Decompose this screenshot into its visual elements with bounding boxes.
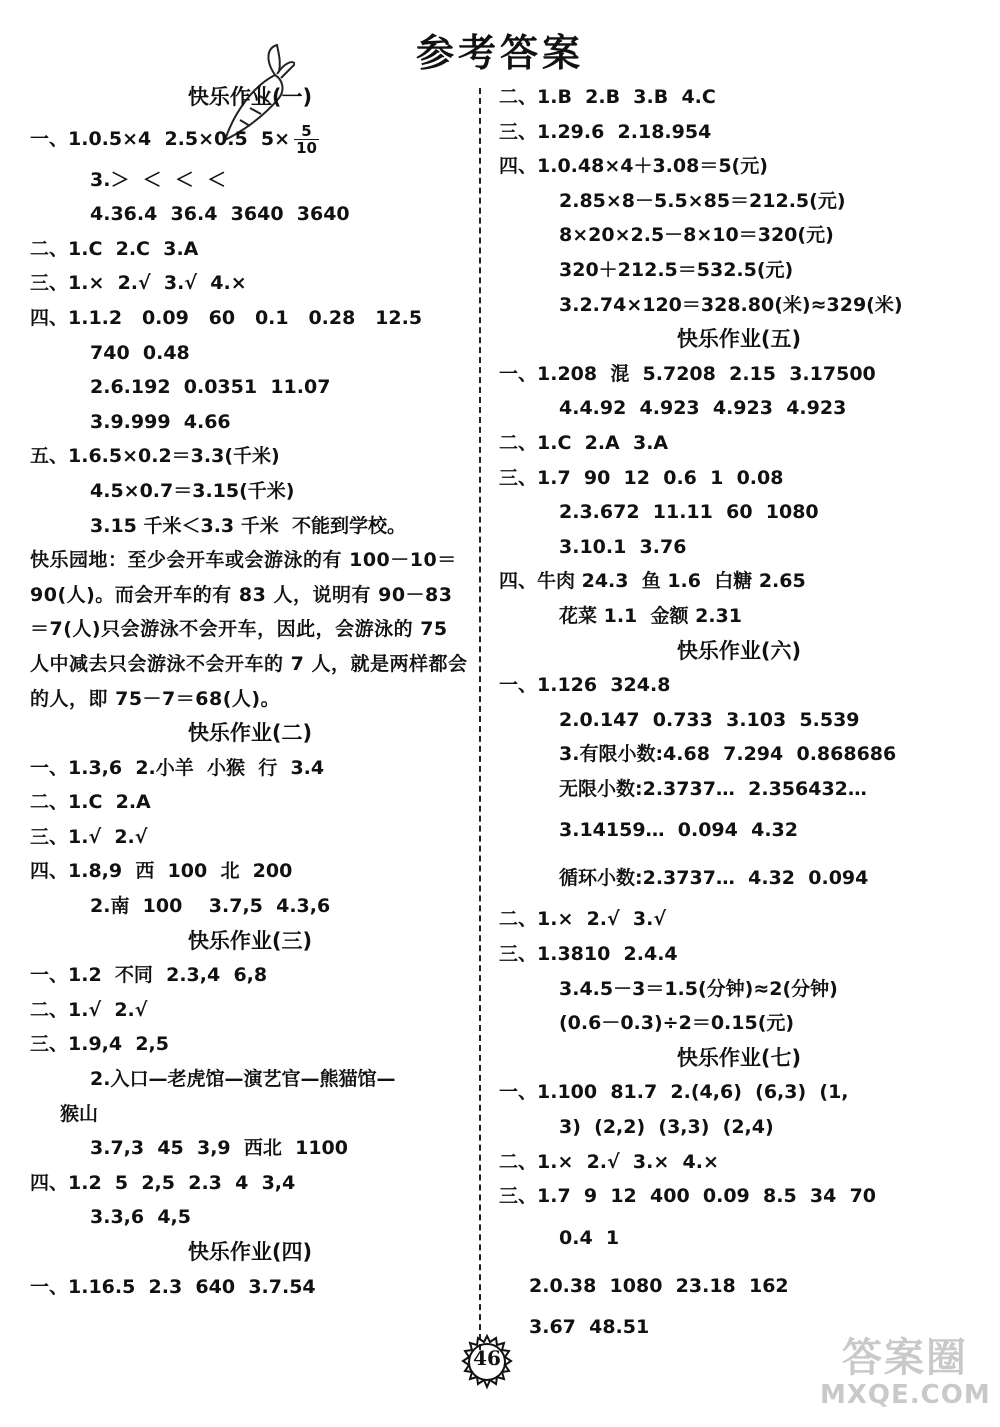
answer-line: 3.14159… 0.094 4.32 bbox=[559, 819, 798, 842]
answer-line: 4.5×0.7＝3.15(千米) bbox=[90, 479, 295, 502]
answer-line: 二、1.C 2.A 3.A bbox=[499, 431, 669, 454]
answer-line: 2.入口—老虎馆—演艺官—熊猫馆— bbox=[90, 1068, 396, 1091]
answer-line: 四、1.1.2 0.09 60 0.1 0.28 12.5 bbox=[30, 306, 423, 329]
answer-line: 四、1.2 5 2,5 2.3 4 3,4 bbox=[30, 1171, 296, 1194]
answer-line: 四、1.0.48×4＋3.08＝5(元) bbox=[499, 155, 768, 178]
page-number: 46 bbox=[473, 1346, 501, 1370]
answer-line: 三、1.7 9 12 400 0.09 8.5 34 70 bbox=[499, 1185, 877, 1208]
answer-line: 3.15 千米＜3.3 千米 不能到学校。 bbox=[90, 514, 406, 537]
answer-line: 2.南 100 3.7,5 4.3,6 bbox=[90, 895, 331, 918]
answer-line: 无限小数:2.3737… 2.356432… bbox=[559, 777, 867, 800]
answer-line: 0.4 1 bbox=[559, 1226, 620, 1249]
answer-line: 三、1.√ 2.√ bbox=[30, 825, 148, 848]
left-column bbox=[30, 80, 470, 1304]
right-column bbox=[499, 80, 979, 1344]
watermark-line-1: 答案圈 bbox=[842, 1335, 968, 1381]
answer-line: 3.＞ ＜ ＜ ＜ bbox=[90, 168, 227, 191]
answer-line: 3.67 48.51 bbox=[529, 1315, 650, 1338]
answer-line: 四、1.8,9 西 100 北 200 bbox=[30, 860, 293, 883]
answer-line: 2.6.192 0.0351 11.07 bbox=[90, 376, 331, 399]
answer-line: 二、1.× 2.√ 3.√ bbox=[499, 908, 667, 931]
page-title: 参考答案 bbox=[415, 30, 584, 75]
answer-line: 3) (2,2) (3,3) (2,4) bbox=[559, 1116, 774, 1139]
section-heading-1: 快乐作业(一) bbox=[187, 85, 313, 109]
answer-line: 循环小数:2.3737… 4.32 0.094 bbox=[559, 867, 869, 890]
section-heading-6: 快乐作业(六) bbox=[676, 638, 802, 663]
answer-line: 二、1.B 2.B 3.B 4.C bbox=[499, 86, 716, 108]
answer-line: 3.4.5－3＝1.5(分钟)≈2(分钟) bbox=[559, 977, 838, 1000]
answer-line: 2.0.147 0.733 3.103 5.539 bbox=[559, 708, 860, 731]
answer-line: 二、1.C 2.C 3.A bbox=[30, 237, 199, 260]
answer-line: 2.0.38 1080 23.18 162 bbox=[529, 1274, 789, 1297]
answer-line: (0.6－0.3)÷2＝0.15(元) bbox=[559, 1012, 795, 1035]
answer-line: 3.2.74×120＝328.80(米)≈329(米) bbox=[559, 293, 903, 316]
answer-line: 二、1.√ 2.√ bbox=[30, 998, 148, 1021]
answer-line: 三、1.× 2.√ 3.√ 4.× bbox=[30, 272, 247, 295]
answer-line: 一、1.100 81.7 2.(4,6) (6,3) (1, bbox=[499, 1081, 849, 1104]
fraction: $\frac{5}{10}$ bbox=[296, 121, 317, 157]
answer-line: 4.4.92 4.923 4.923 4.923 bbox=[559, 397, 847, 420]
section-heading-7: 快乐作业(七) bbox=[676, 1045, 802, 1070]
answer-line: 3.9.999 4.66 bbox=[90, 410, 231, 433]
answer-line: 五、1.6.5×0.2＝3.3(千米) bbox=[30, 445, 280, 468]
answer-line: 花菜 1.1 金额 2.31 bbox=[559, 604, 742, 627]
answer-line: 二、1.× 2.√ 3.× 4.× bbox=[499, 1150, 719, 1173]
answer-line: 一、1.208 混 5.7208 2.15 3.17500 bbox=[499, 362, 876, 385]
answer-line: 四、牛肉 24.3 鱼 1.6 白糖 2.65 bbox=[499, 570, 806, 593]
answer-line: 三、1.29.6 2.18.954 bbox=[499, 120, 712, 143]
section-heading-5: 快乐作业(五) bbox=[676, 327, 802, 352]
answer-line: 一、1.0.5×4 2.5×0.5 5× $\frac{5}{10}$ bbox=[30, 121, 317, 157]
section-heading-2: 快乐作业(二) bbox=[187, 721, 313, 746]
answer-line: 4.36.4 36.4 3640 3640 bbox=[90, 203, 350, 226]
answer-line: 一、1.3,6 2.小羊 小猴 行 3.4 bbox=[30, 756, 325, 779]
answer-line: 猴山 bbox=[60, 1102, 99, 1125]
answer-line: 三、1.9,4 2,5 bbox=[30, 1033, 169, 1056]
section-heading-3: 快乐作业(三) bbox=[187, 928, 313, 953]
answer-line: 一、1.126 324.8 bbox=[499, 674, 671, 697]
answer-line: 3.3,6 4,5 bbox=[90, 1206, 191, 1229]
answer-line: 一、1.2 不同 2.3,4 6,8 bbox=[30, 964, 268, 987]
answer-line: 8×20×2.5－8×10＝320(元) bbox=[559, 224, 834, 247]
answer-line: 三、1.7 90 12 0.6 1 0.08 bbox=[499, 466, 784, 489]
answer-line: 3.10.1 3.76 bbox=[559, 535, 687, 558]
section-heading-4: 快乐作业(四) bbox=[187, 1240, 313, 1264]
answer-line: 3.有限小数:4.68 7.294 0.868686 bbox=[559, 743, 897, 766]
answer-line: 三、1.3810 2.4.4 bbox=[499, 943, 678, 966]
watermark-line-2: MXQE.COM bbox=[820, 1380, 991, 1410]
answer-line: 2.85×8－5.5×85＝212.5(元) bbox=[559, 189, 846, 212]
answer-line: 2.3.672 11.11 60 1080 bbox=[559, 501, 819, 524]
watermark bbox=[820, 1335, 990, 1415]
answer-line: 二、1.C 2.A bbox=[30, 791, 151, 814]
answer-line: 320＋212.5＝532.5(元) bbox=[559, 258, 794, 281]
answer-line: 740 0.48 bbox=[90, 341, 190, 364]
answer-line: 一、1.16.5 2.3 640 3.7.54 bbox=[30, 1275, 316, 1298]
happy-garden-paragraph: 快乐园地：至少会开车或会游泳的有 100－10＝90(人)。而会开车的有 83 人，说明有 90－83＝7(人)只会游泳不会开车，因此，会游泳的 75 人中减去只会游泳不会开车的 7 人，就是两样都会的人，即 75－7＝68(人)。 bbox=[30, 549, 468, 710]
column-divider bbox=[479, 88, 481, 1350]
answer-line: 3.7,3 45 3,9 西北 1100 bbox=[90, 1137, 348, 1160]
